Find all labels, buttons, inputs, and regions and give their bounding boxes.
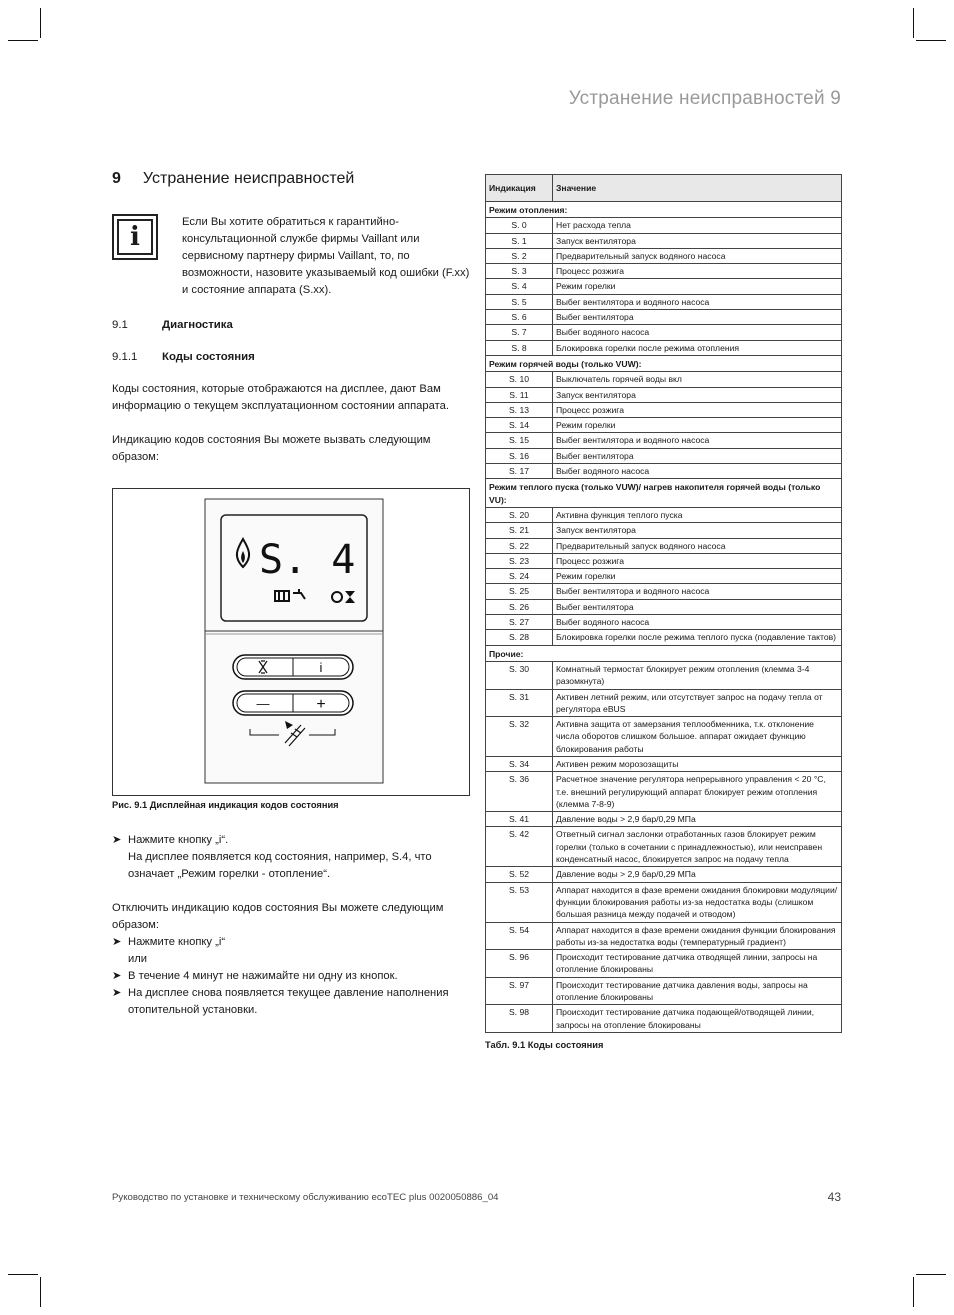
status-meaning-cell: Блокировка горелки после режима отопления (553, 340, 842, 355)
status-code-cell: S. 0 (486, 218, 553, 233)
table-row (486, 402, 842, 417)
status-meaning-cell: Аппарат находится в фазе времени ожидания функции блокирования работы из-за недостатка воды (температурный градиент) (553, 922, 842, 950)
table-row (486, 553, 842, 568)
status-code-cell: S. 98 (486, 1005, 553, 1033)
list-item (112, 951, 470, 968)
table-header-row (486, 175, 842, 202)
crop-mark (40, 8, 41, 38)
status-meaning-cell: Режим горелки (553, 569, 842, 584)
minus-plus-button-group[interactable] (233, 691, 353, 715)
status-meaning-cell: Запуск вентилятора (553, 523, 842, 538)
status-code-cell: S. 28 (486, 630, 553, 645)
list-item-text: В течение 4 минут не нажимайте ни одну из кнопок. (128, 970, 398, 982)
table-group-row (486, 645, 842, 661)
status-meaning-cell: Предварительный запуск водяного насоса (553, 538, 842, 553)
status-codes-table (485, 174, 842, 1033)
list-item-text: Нажмите кнопку „i“. (128, 834, 229, 846)
table-row (486, 310, 842, 325)
crop-mark (913, 8, 914, 38)
status-meaning-cell: Предварительный запуск водяного насоса (553, 248, 842, 263)
status-code-cell: S. 11 (486, 387, 553, 402)
crop-mark (40, 1277, 41, 1307)
status-code-cell: S. 34 (486, 756, 553, 771)
subsection-heading (112, 319, 470, 331)
status-code-cell: S. 13 (486, 402, 553, 417)
subsection-number: 9.1.1 (112, 351, 138, 363)
status-code-cell: S. 15 (486, 433, 553, 448)
status-meaning-cell: Происходит тестирование датчика подающей/отводящей линии, запросы на отопление блокированы (553, 1005, 842, 1033)
status-code-cell: S. 7 (486, 325, 553, 340)
status-code-cell: S. 52 (486, 867, 553, 882)
steps-list (112, 832, 470, 883)
status-code-cell: S. 14 (486, 418, 553, 433)
status-code-cell: S. 54 (486, 922, 553, 950)
table-row (486, 772, 842, 812)
crop-mark (913, 1277, 914, 1307)
table-row (486, 325, 842, 340)
status-meaning-cell: Выбег водяного насоса (553, 325, 842, 340)
info-button-label[interactable]: i (319, 660, 323, 675)
table-row (486, 464, 842, 479)
status-code-cell: S. 23 (486, 553, 553, 568)
subsection-title: Коды состояния (162, 351, 255, 363)
status-code-cell: S. 42 (486, 827, 553, 867)
list-item-text: На дисплее появляется код состояния, например, S.4, что означает „Режим горелки - отопление“. (128, 851, 432, 880)
status-meaning-cell: Выбег вентилятора и водяного насоса (553, 294, 842, 309)
table-row (486, 294, 842, 309)
column-header-value: Значение (553, 175, 842, 202)
status-meaning-cell: Выбег вентилятора (553, 448, 842, 463)
list-item (112, 849, 470, 883)
status-code-cell: S. 36 (486, 772, 553, 812)
status-code-cell: S. 96 (486, 950, 553, 978)
status-meaning-cell: Давление воды > 2,9 бар/0,29 МПа (553, 867, 842, 882)
status-meaning-cell: Процесс розжига (553, 553, 842, 568)
table-row (486, 233, 842, 248)
status-code-cell: S. 5 (486, 294, 553, 309)
status-code-cell: S. 1 (486, 233, 553, 248)
page-number: 43 (827, 1190, 841, 1204)
status-meaning-cell: Выбег вентилятора и водяного насоса (553, 433, 842, 448)
table-row (486, 507, 842, 522)
table-group-row (486, 355, 842, 371)
minus-button-label[interactable]: — (256, 696, 270, 711)
table-row (486, 756, 842, 771)
footer-text: Руководство по установке и техническому обслуживанию ecoTEC plus 0020050886_04 (112, 1192, 499, 1203)
left-column (112, 170, 470, 1019)
subsection-title: Диагностика (162, 319, 233, 331)
status-code-cell: S. 32 (486, 717, 553, 757)
table-row (486, 867, 842, 882)
display-code: S. 4 (259, 537, 356, 583)
table-row (486, 340, 842, 355)
status-meaning-cell: Активна функция теплого пуска (553, 507, 842, 522)
info-icon: i (112, 214, 158, 260)
status-code-cell: S. 3 (486, 264, 553, 279)
table-row (486, 372, 842, 387)
status-meaning-cell: Процесс розжига (553, 264, 842, 279)
status-code-cell: S. 25 (486, 584, 553, 599)
table-row (486, 882, 842, 922)
table-row (486, 630, 842, 645)
table-row (486, 1005, 842, 1033)
table-row (486, 418, 842, 433)
status-code-cell: S. 21 (486, 523, 553, 538)
status-code-cell: S. 27 (486, 615, 553, 630)
boiler-display-diagram (113, 489, 469, 795)
status-meaning-cell: Запуск вентилятора (553, 387, 842, 402)
status-meaning-cell: Запуск вентилятора (553, 233, 842, 248)
table-group-title: Режим отопления: (486, 202, 842, 218)
crop-mark (8, 40, 38, 41)
table-group-title: Прочие: (486, 645, 842, 661)
table-row (486, 448, 842, 463)
table-group-row (486, 479, 842, 508)
table-row (486, 950, 842, 978)
status-code-cell: S. 17 (486, 464, 553, 479)
crop-mark (8, 1274, 38, 1275)
status-code-cell: S. 97 (486, 977, 553, 1005)
list-item (112, 832, 470, 849)
table-row (486, 433, 842, 448)
subsection-heading (112, 351, 470, 363)
status-meaning-cell: Нет расхода тепла (553, 218, 842, 233)
status-meaning-cell: Ответный сигнал заслонки отработанных газов блокирует режим горелки (только в сочетании с принадлежностью), или неисправен конденсатный насос, блокируется запрос на подачу тепла (553, 827, 842, 867)
paragraph: Индикацию кодов состояния Вы можете вызвать следующим образом: (112, 434, 431, 463)
status-meaning-cell: Происходит тестирование датчика давления воды, запросы на отопление блокированы (553, 977, 842, 1005)
status-meaning-cell: Активна защита от замерзания теплообменника, т.к. отклонение числа оборотов слишком большое. аппарат ожидает функцию блокирования работы (553, 717, 842, 757)
plus-button-label[interactable]: + (316, 696, 326, 713)
table-row (486, 615, 842, 630)
table-body (486, 202, 842, 1033)
table-row (486, 689, 842, 717)
list-item (112, 968, 470, 985)
table-row (486, 812, 842, 827)
status-code-cell: S. 6 (486, 310, 553, 325)
status-meaning-cell: Выбег водяного насоса (553, 464, 842, 479)
table-row (486, 279, 842, 294)
status-meaning-cell: Выбег вентилятора (553, 599, 842, 614)
right-column (485, 174, 842, 1050)
status-meaning-cell: Давление воды > 2,9 бар/0,29 МПа (553, 812, 842, 827)
paragraph: Коды состояния, которые отображаются на дисплее, дают Вам информацию о текущем эксплуатационном состоянии аппарата. (112, 383, 449, 412)
status-code-cell: S. 2 (486, 248, 553, 263)
crop-mark (916, 1274, 946, 1275)
table-group-title: Режим теплого пуска (только VUW)/ нагрев накопителя горячей воды (только VU): (486, 479, 842, 508)
table-row (486, 538, 842, 553)
status-meaning-cell: Процесс розжига (553, 402, 842, 417)
list-item (112, 934, 470, 951)
status-code-cell: S. 41 (486, 812, 553, 827)
list-item-text: Нажмите кнопку „i“ (128, 936, 226, 948)
status-meaning-cell: Выключатель горячей воды вкл (553, 372, 842, 387)
status-code-cell: S. 10 (486, 372, 553, 387)
running-header: Устранение неисправностей 9 (568, 88, 841, 109)
column-header-code: Индикация (486, 175, 553, 202)
subsection-number: 9.1 (112, 319, 128, 331)
section-title (112, 170, 470, 188)
bullet-arrow-icon: ➤ (112, 834, 122, 846)
info-text: Если Вы хотите обратиться к гарантийно-консультационной службе фирмы Vaillant или сервисному партнеру фирмы Vaillant, то, по возможности, назовите указываемый код ошибки (F.xx) и состояние аппарата (S.xx). (182, 216, 470, 296)
table-row (486, 922, 842, 950)
table-row (486, 523, 842, 538)
bullet-arrow-icon: ➤ (112, 987, 122, 999)
status-meaning-cell: Блокировка горелки после режима теплого пуска (подавление тактов) (553, 630, 842, 645)
table-row (486, 248, 842, 263)
status-code-cell: S. 26 (486, 599, 553, 614)
status-meaning-cell: Аппарат находится в фазе времени ожидания блокировки модуляции/функции блокирования работы из-за недостатка воды (слишком большая разница между подачей и отводом) (553, 882, 842, 922)
section-number: 9 (112, 170, 121, 187)
table-row (486, 977, 842, 1005)
table-row (486, 264, 842, 279)
bullet-arrow-icon: ➤ (112, 970, 122, 982)
status-code-cell: S. 30 (486, 661, 553, 689)
status-code-cell: S. 31 (486, 689, 553, 717)
table-row (486, 569, 842, 584)
table-group-title: Режим горячей воды (только VUW): (486, 355, 842, 371)
list-item (112, 985, 470, 1019)
table-row (486, 827, 842, 867)
status-meaning-cell: Происходит тестирование датчика отводящей линии, запросы на отопление блокированы (553, 950, 842, 978)
figure-caption: Рис. 9.1 Дисплейная индикация кодов состояния (112, 800, 339, 810)
status-meaning-cell: Выбег вентилятора (553, 310, 842, 325)
table-row (486, 584, 842, 599)
table-row (486, 599, 842, 614)
table-row (486, 218, 842, 233)
paragraph: Отключить индикацию кодов состояния Вы можете следующим образом: (112, 902, 444, 931)
info-note (112, 214, 470, 299)
status-code-cell: S. 8 (486, 340, 553, 355)
status-meaning-cell: Режим горелки (553, 279, 842, 294)
status-code-cell: S. 53 (486, 882, 553, 922)
status-meaning-cell: Расчетное значение регулятора непрерывного управления < 20 °C, т.е. внешний регулирующий аппарат блокирует режим отопления (клемма 7-8-9) (553, 772, 842, 812)
status-code-cell: S. 4 (486, 279, 553, 294)
status-code-cell: S. 22 (486, 538, 553, 553)
status-meaning-cell: Активен режим морозозащиты (553, 756, 842, 771)
table-row (486, 387, 842, 402)
status-code-cell: S. 24 (486, 569, 553, 584)
status-code-cell: S. 20 (486, 507, 553, 522)
table-row (486, 717, 842, 757)
status-meaning-cell: Активен летний режим, или отсутствует запрос на подачу тепла от регулятора eBUS (553, 689, 842, 717)
table-group-row (486, 202, 842, 218)
status-meaning-cell: Комнатный термостат блокирует режим отопления (клемма 3-4 разомкнута) (553, 661, 842, 689)
status-code-cell: S. 16 (486, 448, 553, 463)
crop-mark (916, 40, 946, 41)
list-item-text: На дисплее снова появляется текущее давление наполнения отопительной установки. (128, 987, 449, 1016)
section-title-text: Устранение неисправностей (142, 170, 355, 187)
display-figure (112, 488, 470, 796)
list-item-text: или (128, 953, 148, 965)
bullet-arrow-icon: ➤ (112, 936, 122, 948)
table-row (486, 661, 842, 689)
status-meaning-cell: Выбег водяного насоса (553, 615, 842, 630)
status-meaning-cell: Выбег вентилятора и водяного насоса (553, 584, 842, 599)
steps-list (112, 934, 470, 1019)
info-button-group[interactable] (233, 655, 353, 679)
table-caption: Табл. 9.1 Коды состояния (485, 1039, 604, 1050)
status-meaning-cell: Режим горелки (553, 418, 842, 433)
